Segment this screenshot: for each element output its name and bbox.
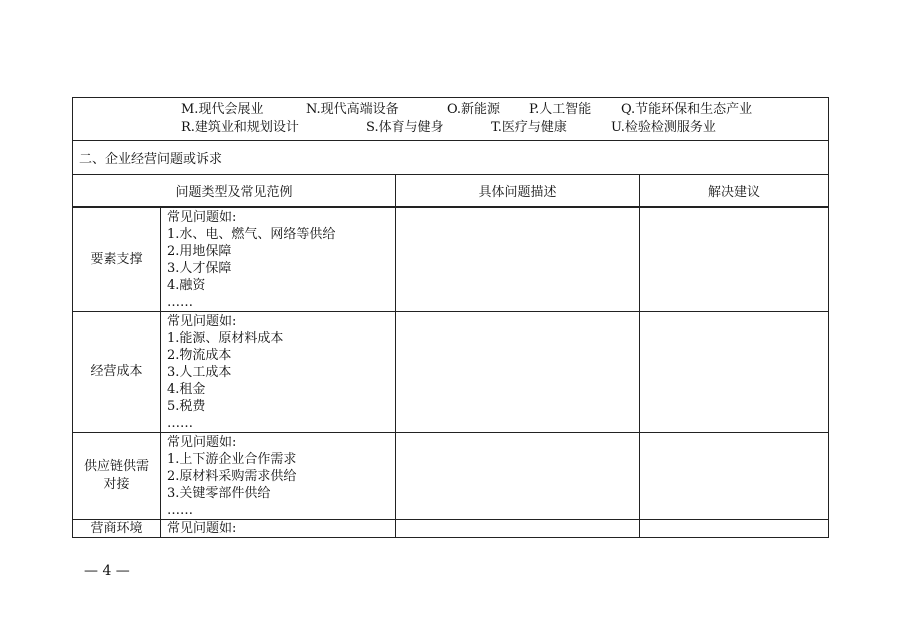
- description-input-cell[interactable]: [396, 520, 640, 538]
- example-line: ……: [167, 416, 193, 431]
- industry-line-1: [73, 101, 828, 119]
- example-line: 2.用地保障: [167, 244, 232, 259]
- examples-cell: [161, 433, 396, 520]
- example-line: 1.水、电、燃气、网络等供给: [167, 227, 336, 242]
- industry-option-o: O.新能源: [447, 102, 501, 117]
- example-line: 4.租金: [167, 382, 206, 397]
- industry-option-n: N.现代高端设备: [306, 102, 399, 117]
- industry-option-r: R.建筑业和规划设计: [181, 120, 299, 135]
- category-cell: 营商环境: [73, 520, 161, 538]
- industry-option-s: S.体育与健身: [366, 120, 444, 135]
- industry-row: [73, 98, 829, 141]
- table-row: [73, 207, 829, 312]
- suggestion-input-cell[interactable]: [640, 312, 829, 433]
- suggestion-input-cell[interactable]: [640, 433, 829, 520]
- example-line: 常见问题如:: [167, 210, 237, 225]
- example-line: 常见问题如:: [167, 314, 237, 329]
- example-line: 2.原材料采购需求供给: [167, 469, 297, 484]
- table-row: [73, 520, 829, 538]
- page-number: — 4 —: [84, 563, 130, 579]
- header-row: [73, 175, 829, 208]
- section-title: 二、企业经营问题或诉求: [73, 141, 829, 175]
- industry-option-u: U.检验检测服务业: [611, 120, 716, 135]
- header-solution-suggestion: 解决建议: [640, 175, 829, 208]
- industry-option-q: Q.节能环保和生态产业: [621, 102, 753, 117]
- description-input-cell[interactable]: [396, 312, 640, 433]
- example-line: 常见问题如:: [167, 521, 237, 536]
- description-input-cell[interactable]: [396, 433, 640, 520]
- industry-line-2: [73, 119, 828, 137]
- example-line: ……: [167, 295, 193, 310]
- table-row: [73, 312, 829, 433]
- description-input-cell[interactable]: [396, 207, 640, 312]
- industry-list-cell: [73, 98, 829, 141]
- examples-cell: [161, 520, 396, 538]
- example-line: 1.上下游企业合作需求: [167, 452, 297, 467]
- example-line: 2.物流成本: [167, 348, 232, 363]
- section-row: [73, 141, 829, 175]
- example-line: 1.能源、原材料成本: [167, 331, 284, 346]
- examples-cell: [161, 207, 396, 312]
- category-cell: 经营成本: [73, 312, 161, 433]
- example-line: 常见问题如:: [167, 435, 237, 450]
- industry-option-m: M.现代会展业: [181, 102, 264, 117]
- industry-option-t: T.医疗与健康: [491, 120, 567, 135]
- industry-option-p: P.人工智能: [529, 102, 592, 117]
- example-line: 3.关键零部件供给: [167, 486, 271, 501]
- suggestion-input-cell[interactable]: [640, 207, 829, 312]
- examples-cell: [161, 312, 396, 433]
- suggestion-input-cell[interactable]: [640, 520, 829, 538]
- example-line: ……: [167, 503, 193, 518]
- category-cell: [73, 433, 161, 520]
- category-cell: 要素支撑: [73, 207, 161, 312]
- header-problem-type: 问题类型及常见范例: [73, 175, 396, 208]
- example-line: 3.人工成本: [167, 365, 232, 380]
- example-line: 3.人才保障: [167, 261, 232, 276]
- table-row: [73, 433, 829, 520]
- enterprise-survey-table: [72, 97, 829, 538]
- header-problem-description: 具体问题描述: [396, 175, 640, 208]
- example-line: 4.融资: [167, 278, 206, 293]
- example-line: 5.税费: [167, 399, 206, 414]
- category-text: 供应链供需对接: [83, 459, 149, 492]
